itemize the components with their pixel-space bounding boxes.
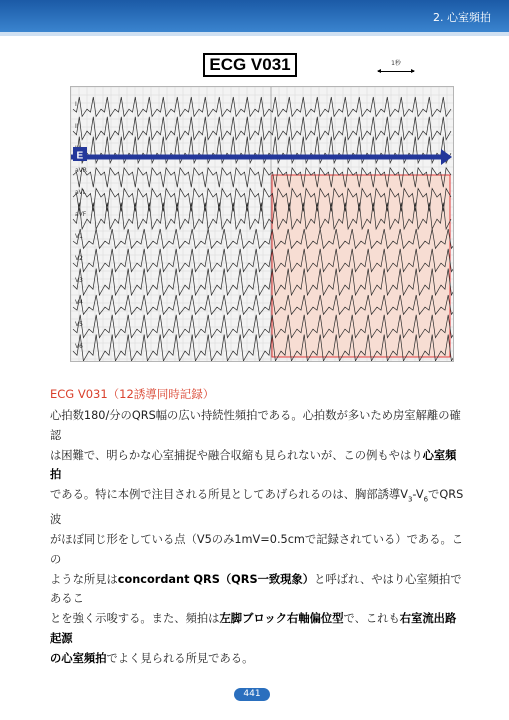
marker-label: E	[76, 150, 84, 162]
text-line: と呼ばれ、やはり心室頻拍であるこ	[50, 572, 462, 606]
text-line: がほぼ同じ形をしている点（V5のみ1mV=0.5cmで記録されている）である。この	[50, 533, 464, 566]
page-number: 441	[234, 688, 270, 701]
lead-label: V1	[75, 233, 83, 241]
bold-term: 右室流出路起源	[50, 612, 457, 646]
text-line: 心拍数180/分のQRS幅の広い持続性頻拍である。心拍数が多いため房室解離の確認	[50, 409, 461, 442]
text-line: でよく見られる所見である。	[106, 651, 254, 665]
text-line: ような所見は	[50, 572, 118, 586]
lead-label: V4	[75, 299, 83, 307]
text-line: は困難で、明らかな心室捕捉や融合収縮も見られないが、この例もやはり	[50, 448, 423, 462]
text-line: でQRS波	[50, 488, 464, 527]
ecg-lead-trace	[73, 97, 451, 116]
lead-label: I	[75, 101, 77, 109]
subscript: 6	[423, 495, 429, 504]
chapter-title: 2. 心室頻拍	[433, 11, 491, 24]
marker-arrow-shaft	[71, 155, 443, 160]
lead-label: V2	[75, 255, 83, 263]
text-line: とを強く示唆する。また、頻拍は	[50, 612, 220, 626]
lead-label: V6	[75, 343, 83, 351]
lead-label: II	[75, 123, 79, 131]
text-line: -V	[412, 488, 424, 502]
header-rule	[0, 32, 509, 36]
ecg-figure	[70, 86, 454, 362]
time-scale	[378, 60, 414, 78]
text-line: で、これも	[343, 612, 400, 626]
section-title: ECG V031（12誘導同時記録）	[50, 387, 215, 401]
bold-term: 心室頻拍	[50, 448, 457, 482]
header-bar	[0, 0, 509, 32]
subscript: 3	[407, 495, 413, 504]
bold-term: concordant QRS（QRS一致現象）	[117, 572, 315, 586]
text-line: である。特に本例で注目される所見としてあげられるのは、胸部誘導V	[50, 488, 408, 502]
ecg-lead-trace	[73, 117, 451, 140]
lead-label: V3	[75, 277, 83, 285]
lead-label: aVL	[75, 189, 87, 197]
body-text	[50, 406, 466, 669]
scale-arrow	[378, 71, 414, 72]
figure-label: ECG V031	[203, 53, 297, 77]
lead-label: V5	[75, 321, 83, 329]
bold-term: 左脚ブロック右軸偏位型	[219, 612, 344, 626]
bold-term: の心室頻拍	[50, 651, 107, 665]
scale-label: 1秒	[391, 60, 401, 67]
ecg-tracing	[71, 87, 453, 361]
lead-label: aVF	[75, 211, 87, 219]
lead-label: aVR	[75, 167, 87, 175]
